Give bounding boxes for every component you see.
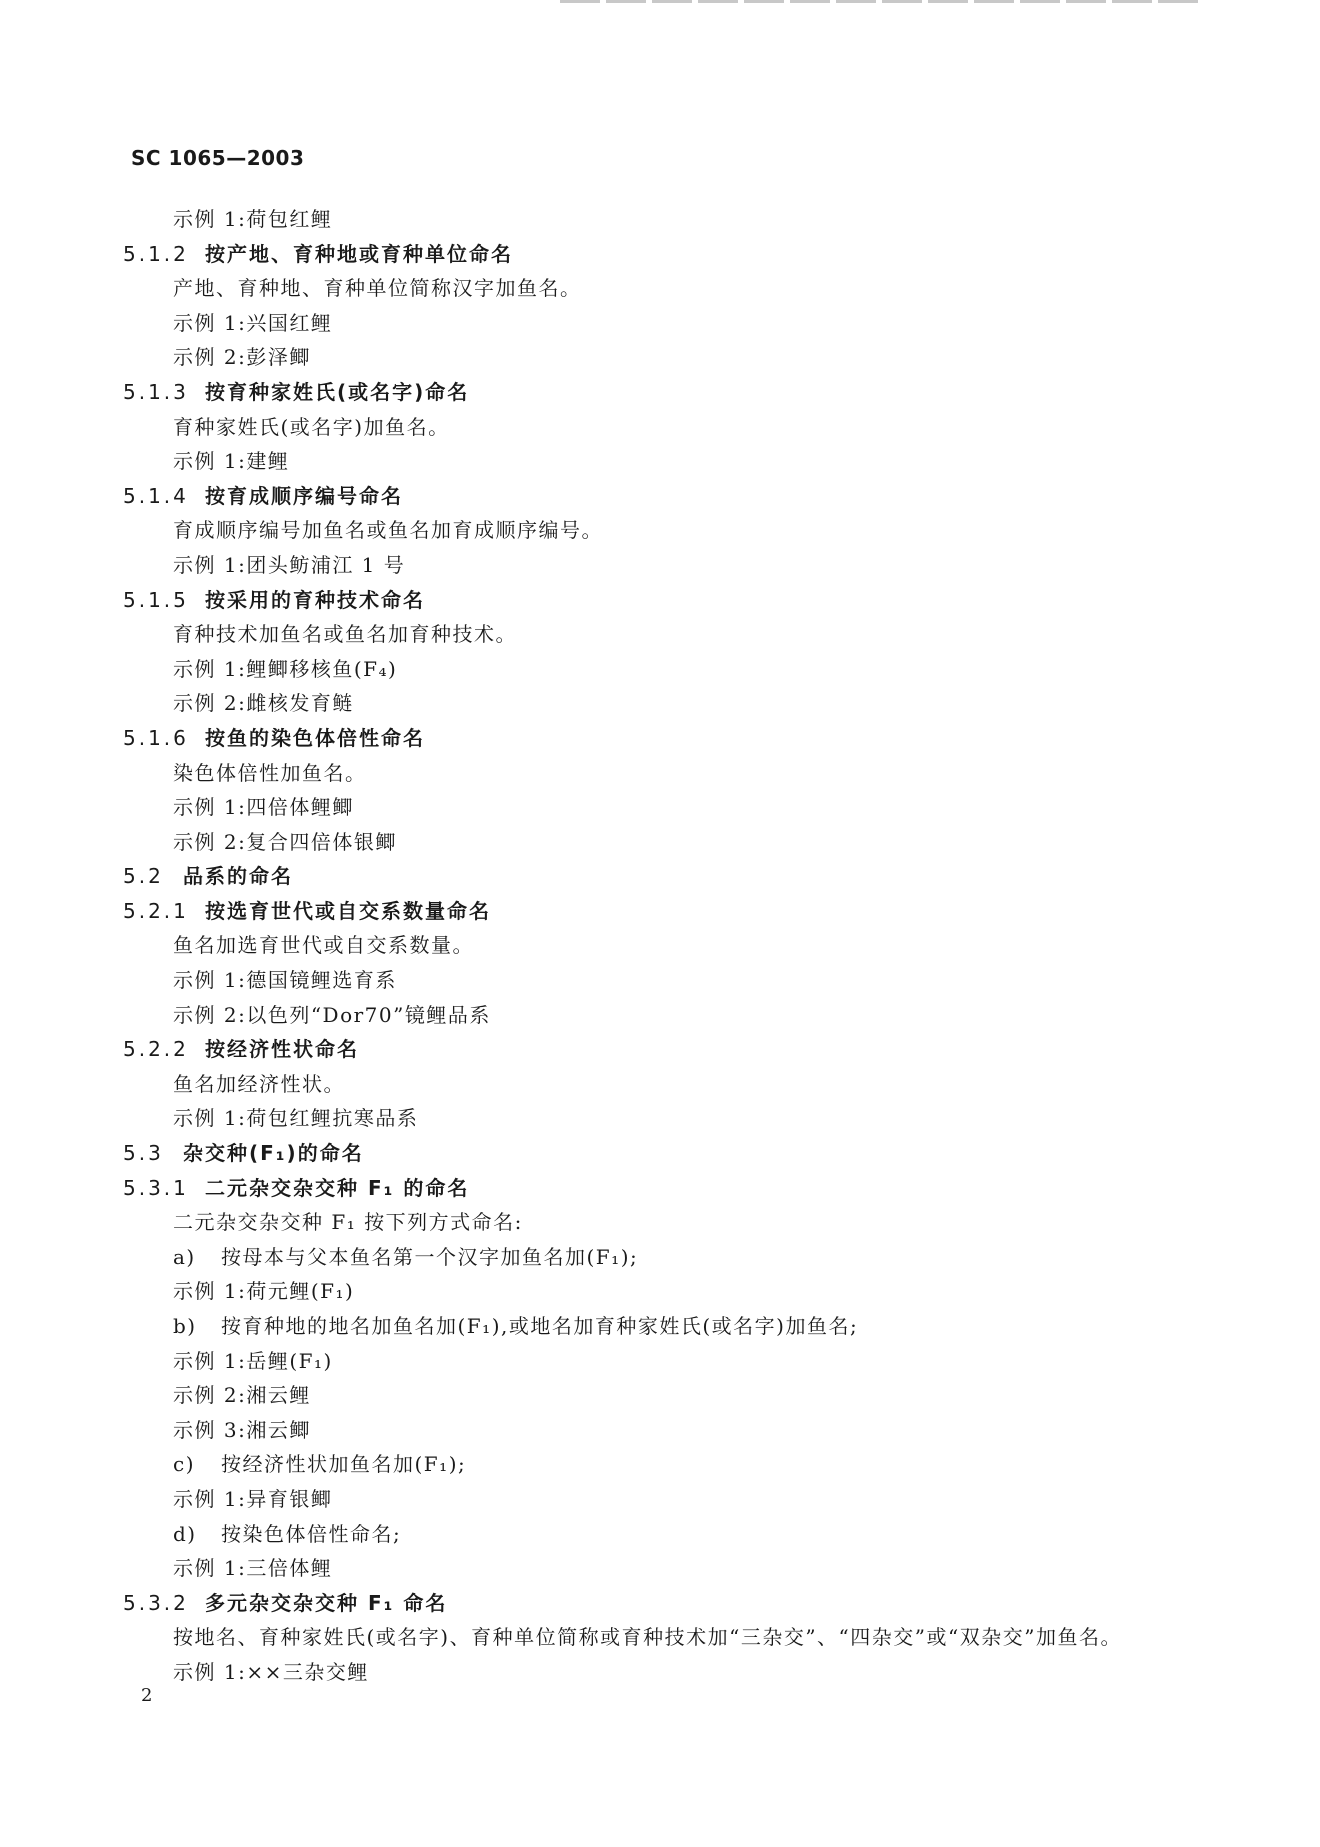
body-text-line: 示例 1:异育银鲫: [173, 1486, 333, 1511]
list-item: [123, 1309, 1223, 1344]
section-title: 杂交种(F₁)的命名: [183, 1141, 364, 1166]
body-text-line: 按地名、育种家姓氏(或名字)、育种单位简称或育种技术加“三杂交”、“四杂交”或“双杂交”加鱼名。: [173, 1625, 1122, 1650]
list-marker: b): [173, 1314, 197, 1338]
section-number: 5.3.2: [123, 1590, 189, 1615]
body-text-line: 示例 2:复合四倍体银鲫: [173, 829, 397, 854]
section-number: 5.1.3: [123, 379, 189, 404]
body-text-line: 染色体倍性加鱼名。: [173, 760, 367, 785]
body-text-line: 示例 2:雌核发育鲢: [173, 691, 354, 716]
section-title: 按采用的育种技术命名: [205, 587, 425, 612]
section-heading: [123, 721, 1223, 756]
section-heading: [123, 237, 1223, 272]
section-heading: [123, 583, 1223, 618]
body-text-line: 鱼名加经济性状。: [173, 1071, 345, 1096]
body-text-line: 示例 1:荷包红鲤: [173, 207, 333, 231]
body-text-line: 示例 1:荷元鲤(F₁): [173, 1279, 355, 1304]
section-title: 二元杂交杂交种 F₁ 的命名: [205, 1175, 470, 1200]
section-number: 5.2: [123, 864, 164, 889]
section-heading: [123, 375, 1223, 410]
body-text-line: 示例 2:以色列“Dor70”镜鲤品系: [173, 1002, 491, 1027]
section-number: 5.3.1: [123, 1175, 189, 1200]
list-item-text: 按经济性状加鱼名加(F₁);: [221, 1452, 467, 1477]
body-text-line: 示例 1:团头鲂浦江 1 号: [173, 552, 406, 577]
list-item: [123, 1240, 1223, 1275]
section-title: 按鱼的染色体倍性命名: [205, 725, 425, 750]
list-marker: c): [173, 1452, 196, 1477]
section-title: 按育成顺序编号命名: [205, 483, 403, 508]
body-text-line: 示例 1:鲤鲫移核鱼(F₄): [173, 656, 398, 681]
standard-number-header: SC 1065—2003: [131, 146, 305, 170]
list-item: [123, 1447, 1223, 1482]
section-number: 5.1.6: [123, 725, 189, 750]
section-number: 5.2.2: [123, 1037, 189, 1062]
body-text-line: 二元杂交杂交种 F₁ 按下列方式命名:: [173, 1210, 523, 1235]
section-title: 按产地、育种地或育种单位命名: [205, 241, 513, 266]
section-title: 品系的命名: [183, 864, 293, 889]
section-heading: [123, 894, 1223, 929]
body-text-line: 示例 2:彭泽鲫: [173, 345, 311, 370]
body-text-line: 示例 1:兴国红鲤: [173, 310, 333, 335]
section-title: 按选育世代或自交系数量命名: [205, 898, 491, 923]
list-item-text: 按染色体倍性命名;: [221, 1521, 402, 1546]
list-item-text: 按育种地的地名加鱼名加(F₁),或地名加育种家姓氏(或名字)加鱼名;: [221, 1314, 859, 1338]
section-title: 按育种家姓氏(或名字)命名: [205, 379, 470, 404]
body-text-line: 示例 1:岳鲤(F₁): [173, 1348, 333, 1373]
section-heading: [123, 859, 1223, 894]
body-text-line: 示例 2:湘云鲤: [173, 1383, 311, 1408]
section-number: 5.1.4: [123, 483, 189, 508]
section-number: 5.1.2: [123, 241, 189, 266]
section-heading: [123, 479, 1223, 514]
body-text-line: 示例 1:四倍体鲤鲫: [173, 795, 354, 820]
list-item: [123, 1517, 1223, 1552]
body-text-line: 育种技术加鱼名或鱼名加育种技术。: [173, 622, 517, 647]
list-marker: a): [173, 1244, 196, 1269]
list-marker: d): [173, 1521, 197, 1546]
body-text-line: 示例 1:三倍体鲤: [173, 1556, 333, 1581]
section-heading: [123, 1586, 1223, 1621]
section-title: 按经济性状命名: [205, 1037, 359, 1062]
list-item-text: 按母本与父本鱼名第一个汉字加鱼名加(F₁);: [221, 1244, 639, 1269]
section-heading: [123, 1136, 1223, 1171]
body-text-line: 示例 1:建鲤: [173, 449, 290, 474]
scan-top-edge: [560, 0, 1200, 3]
body-text-line: 育种家姓氏(或名字)加鱼名。: [173, 414, 450, 439]
body-text-line: 鱼名加选育世代或自交系数量。: [173, 933, 474, 958]
section-number: 5.3: [123, 1141, 164, 1166]
section-heading: [123, 1032, 1223, 1067]
document-body: [123, 202, 1223, 1690]
body-text-line: 示例 1:荷包红鲤抗寒品系: [173, 1106, 419, 1131]
section-number: 5.2.1: [123, 898, 189, 923]
section-title: 多元杂交杂交种 F₁ 命名: [205, 1590, 448, 1615]
section-heading: [123, 1171, 1223, 1206]
body-text-line: 育成顺序编号加鱼名或鱼名加育成顺序编号。: [173, 518, 603, 543]
body-text-line: 产地、育种地、育种单位简称汉字加鱼名。: [173, 276, 582, 301]
body-text-line: 示例 3:湘云鲫: [173, 1417, 311, 1442]
page-number: 2: [141, 1685, 153, 1706]
section-number: 5.1.5: [123, 587, 189, 612]
body-text-line: 示例 1:××三杂交鲤: [173, 1659, 369, 1684]
body-text-line: 示例 1:德国镜鲤选育系: [173, 968, 397, 993]
